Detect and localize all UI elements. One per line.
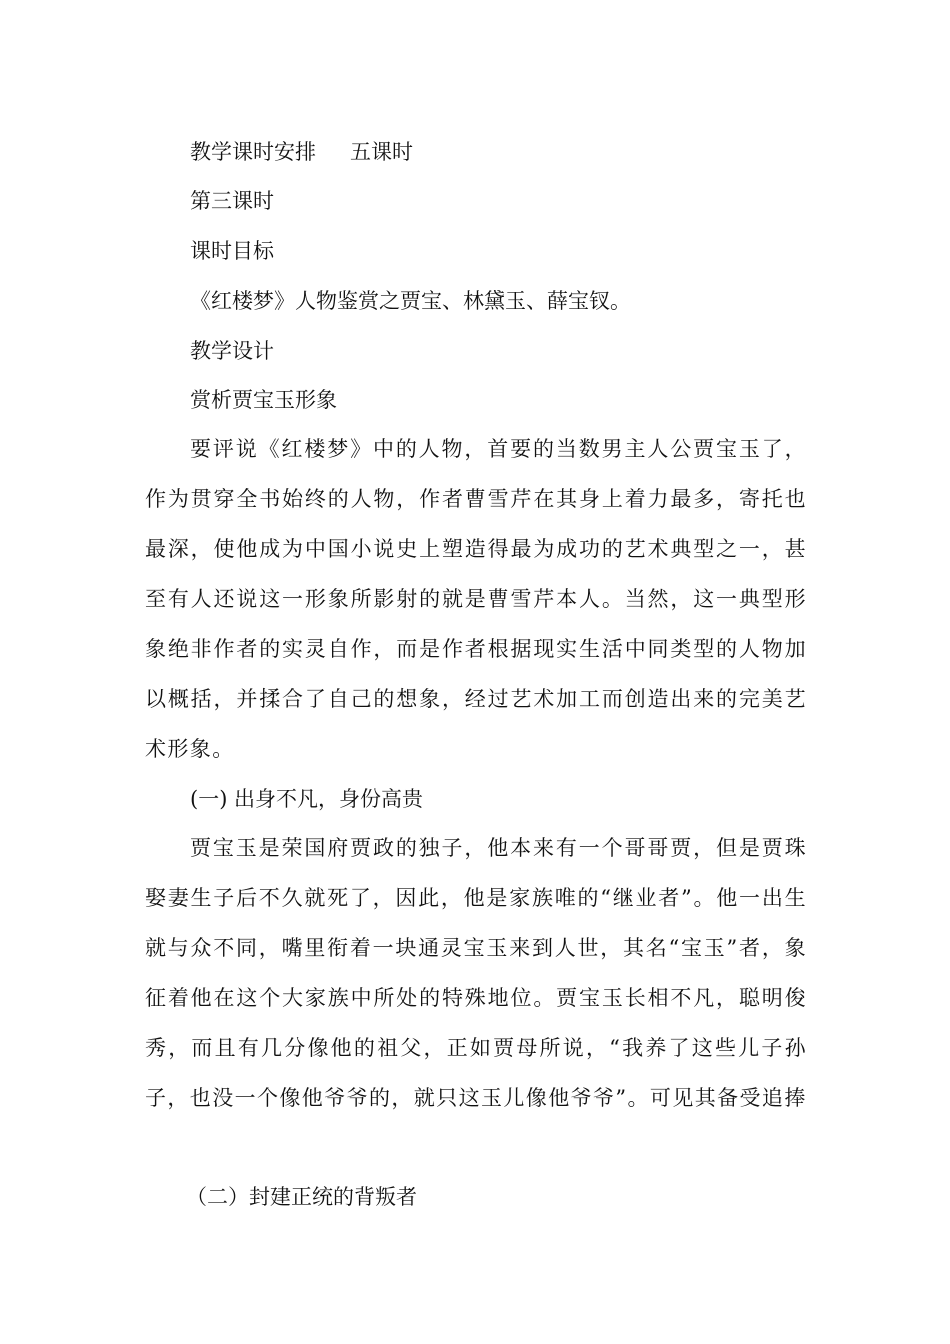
schedule-value: 五课时 (350, 140, 413, 164)
schedule-label: 教学课时安排 (190, 140, 316, 164)
section-one-heading: (一) 出身不凡，身份高贵 (190, 787, 424, 811)
section-two-heading: （二）封建正统的背叛者 (186, 1185, 417, 1209)
lesson-heading: 第三课时 (190, 189, 274, 213)
intro-paragraph: 要评说《红楼梦》中的人物，首要的当数男主人公贾宝玉了，作为贯穿全书始终的人物，作者曹雪芹在其身上着力最多，寄托也最深，使他成为中国小说史上塑造得最为成功的艺术典型之一，甚至有人还说这一形象所影射的就是曹雪芹本人。当然，这一典型形象绝非作者的实灵自作，而是作者根据现实生活中同类型的人物加以概括，并揉合了自己的想象，经过艺术加工而创造出来的完美艺术形象。 (145, 437, 807, 761)
goal-heading: 课时目标 (190, 239, 274, 263)
schedule-line (190, 137, 413, 167)
design-heading: 教学设计 (190, 339, 274, 363)
goal-text: 《红楼梦》人物鉴赏之贾宝、林黛玉、薛宝钗。 (190, 289, 631, 313)
section-one-paragraph: 贾宝玉是荣国府贾政的独子，他本来有一个哥哥贾，但是贾珠娶妻生子后不久就死了，因此，他是家族唯的“继业者”。他一出生就与众不同，嘴里衔着一块通灵宝玉来到人世，其名“宝玉”者，象征着他在这个大家族中所处的特殊地位。贾宝玉长相不凡，聪明俊秀，而且有几分像他的祖父，正如贾母所说，“我养了这些儿子孙子，也没一个像他爷爷的，就只这玉儿像他爷爷”。可见其备受追捧 (145, 836, 807, 1110)
analysis-heading: 赏析贾宝玉形象 (190, 388, 337, 412)
